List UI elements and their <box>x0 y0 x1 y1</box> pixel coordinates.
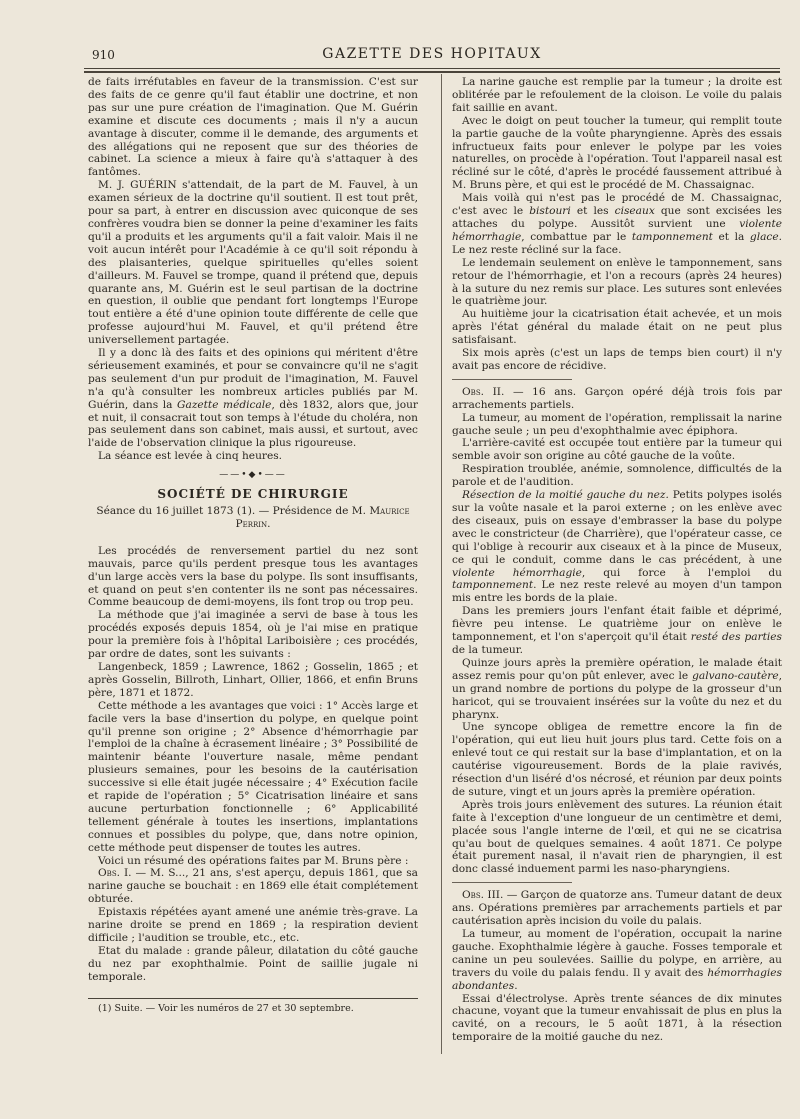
paragraph: de faits irréfutables en faveur de la transmission. C'est sur des faits de ce genre qu'il faut établir une doctrine, et non pas sur une pure création de l'imagination. Que M. Guérin examine et discute ces documents ; mais il n'y a aucun avantage à discuter, comme il le demande, des arguments et des allégations qui ne reposent que sur des théories de cabinet. La science a mieux à faire qu'à s'attaquer à des fantômes. <box>88 76 418 179</box>
footnote-rule <box>88 998 418 999</box>
paragraph: Le lendemain seulement on enlève le tamponnement, sans retour de l'hémorrhagie, et l'on a recours (après 24 heures) à la suture du nez remis sur place. Les sutures sont enlevées le quatrième jour. <box>452 256 782 308</box>
president-name: Maurice Perrin <box>235 505 410 530</box>
paragraph: L'arrière-cavité est occupée tout entière par la tumeur qui semble avoir son origine au côté gauche de la voûte. <box>452 437 782 463</box>
paragraph: La tumeur, au moment de l'opération, occupait la narine gauche. Exophthalmie légère à gauche. Fosses temporale et canine un peu soulevées. Saillie du polype, en arrière, au travers du voile du palais fendu. Il y avait des hémorrhagies abondantes. <box>452 928 782 992</box>
meeting-info: Séance du 16 juillet 1873 (1). — Présidence de M. Maurice Perrin. <box>96 505 410 530</box>
paragraph: Dans les premiers jours l'enfant était faible et déprimé, fièvre peu intense. Le quatrième jour on enlève le tamponnement, et l'on s'aperçoit qu'il était resté des parties de la tumeur. <box>452 605 782 656</box>
right-column <box>452 76 782 1044</box>
paragraph: La méthode que j'ai imaginée a servi de base à tous les procédés exposés depuis 1854, où je l'ai mise en pratique pour la première fois à l'hôpital Lariboisière ; ces procédés, par ordre de dates, sont les suivants : <box>88 609 418 661</box>
paragraph: M. J. GUÉRIN s'attendait, de la part de M. Fauvel, à un examen sérieux de la doctrine qu'il soutient. Il est tout prêt, pour sa part, à entrer en discussion avec quiconque de ses confrères voudra bien se donner la peine d'examiner les faits qu'il a produits et les arguments qu'il a fait valoir. Mais il ne voit aucun intérêt pour l'Académie à ce qu'il soit répondu à des plaisanteries, quelque spirituelles qu'elles soient d'ailleurs. M. Fauvel se trompe, quand il prétend que, depuis quarante ans, M. Guérin est le seul partisan de la doctrine en question, il oublie que pendant fort longtemps l'Europe tout entière a été d'une opinion toute différente de celle que professe aujourd'hui M. Fauvel, et qu'il prétend être universellement partagée. <box>88 179 419 347</box>
paragraph: Obs. III. — Garçon de quatorze ans. Tumeur datant de deux ans. Opérations premières par arrachements partiels et par cautérisation après incision du voile du palais. <box>452 889 782 928</box>
paragraph: La séance est levée à cinq heures. <box>98 450 283 463</box>
observation-label: Obs. II. <box>462 385 505 398</box>
paragraph: Langenbeck, 1859 ; Lawrence, 1862 ; Gosselin, 1865 ; et après Gosselin, Billroth, Linhart, Ollier, 1866, et enfin Bruns père, 1871 et 1872. <box>88 660 418 699</box>
paragraph: Epistaxis répétées ayant amené une anémie très-grave. La narine droite se prend en 1869 ; la respiration devient difficile ; l'audition se trouble, etc., etc. <box>88 906 418 944</box>
page-number: 910 <box>92 48 115 62</box>
paragraph: Résection de la moitié gauche du nez. Petits polypes isolés sur la voûte nasale et la paroi externe ; on les enlève avec des ciseaux, puis on essaye d'embrasser la base du polype avec le constricteur (de Charrière), que l'opérateur casse, ce qui l'oblige à recourir aux ciseaux et à la pince de Museux, ce qui le conduit, comme dans le cas précédent, à une violente hémorrhagie, qui force à l'emploi du tamponnement. Le nez reste relevé au moyen d'un tampon mis entre les bords de la plaie. <box>452 489 782 605</box>
running-title: GAZETTE DES HOPITAUX <box>322 46 542 62</box>
page-header <box>82 42 782 66</box>
section-title: SOCIÉTÉ DE CHIRURGIE <box>157 487 349 502</box>
journal-title: Gazette médicale <box>177 398 272 411</box>
paragraph: Il y a donc là des faits et des opinions qui méritent d'être sérieusement examinés, et pour se convaincre qu'il ne s'agit pas seulement d'un pur produit de l'imagination, M. Fauvel n'a qu'à consulter les nombreux articles publiés par M. Guérin, dans la Gazette médicale, dès 1832, alors que, jour et nuit, il consacrait tout son temps à l'étude du choléra, non pas seulement dans son cabinet, mais aussi, et surtout, avec l'aide de l'observation clinique la plus rigoureuse. <box>88 347 418 450</box>
paragraph: Une syncope obligea de remettre encore la fin de l'opération, qui eut lieu huit jours plus tard. Cette fois on a enlevé tout ce qui restait sur la base d'implantation, et on la cautérise vigoureusement. Bords de la plaie ravivés, résection d'un liséré d'os nécrosé, et réunion par deux points de suture, vingt et un jours après la première opération. <box>452 721 782 798</box>
paragraph: Etat du malade : grande pâleur, dilatation du côté gauche du nez par exophthalmie. Point de saillie jugale ni temporale. <box>88 944 418 983</box>
paragraph: La narine gauche est remplie par la tumeur ; la droite est oblitérée par le refoulement de la cloison. Le voile du palais fait saillie en avant. <box>452 76 782 114</box>
paragraph: Obs. I. — M. S..., 21 ans, s'est aperçu, depuis 1861, que sa narine gauche se bouchait : en 1869 elle était complétement obturée. <box>88 867 418 906</box>
paragraph: Les procédés de renversement partiel du nez sont mauvais, parce qu'ils perdent presque tous les avantages d'un large accès vers la base du polype. Ils sont insuffisants, et quand on peut s'en contenter ils ne sont pas nécessaires. Comme beaucoup de demi-moyens, ils font trop ou trop peu. <box>88 544 418 609</box>
author-name: M. J. GUÉRIN <box>98 179 177 192</box>
paragraph: La tumeur, au moment de l'opération, remplissait la narine gauche seule ; un peu d'exophthalmie avec épiphora. <box>452 411 782 437</box>
observation-separator <box>452 379 572 380</box>
paragraph: Essai d'électrolyse. Après trente séances de dix minutes chacune, voyant que la tumeur envahissait de plus en plus la cavité, on a recours, le 5 août 1871, à la résection temporaire de la moitié gauche du nez. <box>452 992 782 1044</box>
ornament-divider: ——•◆•—— <box>219 470 287 481</box>
paragraph: Avec le doigt on peut toucher la tumeur, qui remplit toute la partie gauche de la voûte pharyngienne. Après des essais infructueux faits pour enlever le polype par les voies naturelles, on procède à l'opération. Tout l'appareil nasal est récliné sur le côté, d'après le procédé faussement attribué à M. Bruns père, et qui est le procédé de M. Chassaignac. <box>452 114 782 192</box>
paragraph: Cette méthode a les avantages que voici : 1° Accès large et facile vers la base d'insertion du polype, en quelque point qu'il prenne son origine ; 2° Absence d'hémorrhagie par l'emploi de la chaîne à écrasement linéaire ; 3° Possibilité de maintenir béante l'ouverture nasale, même pendant plusieurs semaines, pour les besoins de la cautérisation successive si elle était jugée nécessaire ; 4° Exécution facile et rapide de l'opération ; 5° Cicatrisation linéaire et sans aucune perturbation fonctionnelle ; 6° Applicabilité tellement générale à toutes les insertions, implantations connues et possibles du polype, que, dans notre opinion, cette méthode peut dispenser de toutes les autres. <box>88 699 418 854</box>
observation-label: Obs. I. <box>98 867 132 880</box>
footnote: (1) Suite. — Voir les numéros de 27 et 30 septembre. <box>98 1002 354 1014</box>
left-column <box>88 76 418 1015</box>
header-rule-thick <box>84 71 780 73</box>
column-divider <box>441 74 442 1054</box>
paragraph: Respiration troublée, anémie, somnolence, difficultés de la parole et de l'audition. <box>452 463 782 489</box>
paragraph: Au huitième jour la cicatrisation était achevée, et un mois après l'état général du malade était on ne peut plus satisfaisant. <box>452 308 782 347</box>
paragraph: Voici un résumé des opérations faites par M. Bruns père : <box>98 854 409 867</box>
paragraph: Obs. II. — 16 ans. Garçon opéré déjà trois fois par arrachements partiels. <box>452 385 782 411</box>
header-rule <box>84 68 780 69</box>
observation-separator <box>452 882 572 883</box>
paragraph: Mais voilà qui n'est pas le procédé de M. Chassaignac, c'est avec le bistouri et les ciseaux que sont excisées les attaches du polype. Aussitôt survient une violente hémorrhagie, combattue par le tamponnement et la glace. Le nez reste récliné sur la face. <box>452 192 782 256</box>
paragraph: Quinze jours après la première opération, le malade était assez remis pour qu'on pût enlever, avec le galvano-cautère, un grand nombre de portions du polype de la grosseur d'un haricot, qui se trouvaient insérées sur la voûte du nez et du pharynx. <box>452 656 782 721</box>
paragraph: Après trois jours enlèvement des sutures. La réunion était faite à l'exception d'une longueur de un centimètre et demi, placée sous l'angle interne de l'œil, et qui ne se cicatrisa qu'au bout de quelques semaines. 4 août 1871. Ce polype était purement nasal, il n'avait rien de pharyngien, il est donc classé induement parmi les naso-pharyngiens. <box>452 798 782 876</box>
observation-label: Obs. III. <box>462 889 504 902</box>
paragraph: Six mois après (c'est un laps de temps bien court) il n'y avait pas encore de récidive. <box>452 347 782 372</box>
